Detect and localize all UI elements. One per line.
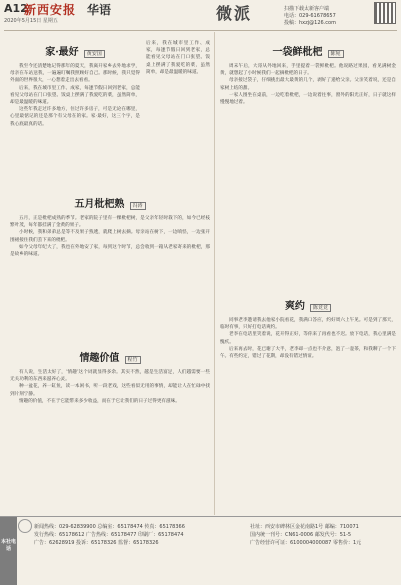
article-title: 五月枇杷熟 [74,199,125,210]
footer-row: 新闻热线：029-62839900 总编室：65178474 传真：65178366 [34,524,185,530]
footer-row: 国内统一刊号：CN61-0006 邮发代号：51-5 [250,532,352,538]
article-paragraph: 一家人围坐在桌前，一边吃着枇杷，一边说着往事，窗外的阳光正好，日子就这样慢慢地过着。 [220,92,396,106]
page-header [0,0,401,40]
article-paragraph: 这些年我走过许多地方，住过许多房子，可是无论在哪里，心里最惦记的还是那个有父母在的家。家·最好，这三个字，是我心底最真的话。 [10,107,140,127]
article-paragraph: 同事老李邀请我去他家小院看花，我满口答应，约好周六上午见。可是到了那天，临时有事，只好打电话爽约。 [220,318,396,331]
article-interest-value [10,346,210,405]
dateline: 2020年5月15日 星期五 [4,18,58,24]
footer-row: 广告经营许可证：6100004000087 零售价：1元 [250,540,362,546]
article-broken-appointment [220,294,396,360]
article-author: 冯涛 [130,202,146,210]
footer-publisher-info [250,523,361,547]
footer-label-box [0,517,17,585]
article-bag-loquat [220,40,396,106]
article-loquat-may [10,192,210,258]
qr-caption-line: 扫描下载太新客户端 [284,6,330,12]
article-title: 爽约 [284,301,305,312]
section-name: 华语 [87,3,112,17]
article-paragraph: 小时候，我和弟弟总是等不及果子熟透，就爬上树去摘。母亲站在树下，一边嗔怪，一边张开围裙接住我们丢下来的枇杷。 [10,230,210,243]
article-paragraph: 情趣的价值，不在于它能带来多少收益，而在于它让我们的日子过得更有滋味。 [19,398,180,404]
article-paragraph: 后来再去时，花已谢了大半，老李却一点也不介意，泡了一壶茶，和我聊了一个下午。有些约定，错过了花期，却没有错过情谊。 [220,346,396,360]
article-home-best [10,40,140,128]
page-footer [0,516,401,585]
article-author: 陈竞竞 [310,304,331,312]
article-paragraph: 有人说，生活太好了，‘情趣’这个词就显得多余。其实不然，越是生活富足，人们越需要一些无关功利的东西来滋养心灵。 [10,370,210,383]
article-paragraph: 如今父母年纪大了，我也在外地安了家，每到这个时节，总会收到一箱从老家寄来的枇杷，那是故乡的味道。 [10,244,210,258]
footer-contacts [34,523,185,547]
header-divider [4,30,397,31]
article-title: 一袋鲜枇杷 [272,47,323,58]
article-author: 黄安国 [84,50,105,58]
newspaper-masthead: 新西安报 [24,3,77,17]
article-home-best-cont [146,40,210,76]
qr-code-icon[interactable] [374,2,396,24]
seal-icon [18,519,32,533]
page-number: A12 [4,2,28,15]
article-title: 情趣价值 [79,353,120,364]
article-paragraph: 后来，我在城市里工作、成家，每逢节假日回到老家，总能看见父母站在门口张望。饭桌上摆满了我爱吃的菜，虽然简单，却是最温暖的味道。 [146,41,210,75]
article-author: 程竹 [125,356,141,364]
article-author: 陈宛 [328,50,344,58]
column-logo: 微派 [216,4,253,23]
article-paragraph: 老李在电话里笑着说，花开得正好，等你来了再看也不迟。放下电话，我心里满是愧疚。 [220,332,396,345]
qr-caption [284,6,336,27]
article-paragraph: 我至今还清楚地记得那年的夏天，我离开家乡去外地求学，母亲在车站送我，一遍遍叮嘱我照顾好自己。那时候，我只觉得外面的世界很大，一心想着走出去看看。 [10,64,140,84]
footer-row: 发行热线：65178612 广告热线：65178477 印刷厂：65178474 [34,532,184,538]
article-paragraph: 后来，我在城市里工作、成家，每逢节假日回到老家，总能看见父母站在门口张望。饭桌上摆满了我爱吃的菜，虽然简单，却是最温暖的味道。 [10,85,140,106]
article-paragraph: 种一盆花，养一缸鱼，读一本闲书，听一段老戏，这些看似无用的事情，却能让人在忙碌中找到片刻宁静。 [10,384,210,397]
article-paragraph: 母亲接过袋子，仔细挑出最大最黄的几个，剥好了递给父亲。父亲笑着说，还是自家树上结的甜。 [220,78,396,91]
column-divider [214,32,215,515]
article-paragraph: 五月，正是枇杷成熟的季节。老家的院子里有一棵枇杷树，是父亲年轻时栽下的，如今已经枝繁叶茂，每年都挂满了金黄的果子。 [10,216,210,229]
qr-caption-line: 投稿：hxzj@126.com [284,20,336,26]
footer-label: 本社电话 [0,539,16,552]
footer-row: 广告：62628919 投诉：65178326 监督：65178326 [34,540,159,546]
article-title: 家·最好 [45,47,79,58]
article-paragraph: 周末午后，大哥从外地回来，手里提着一袋鲜枇杷。他说路过果园，看见满树金黄，就想起了小时候我们一起摘枇杷的日子。 [220,64,396,77]
qr-caption-line: 电话：029-61678657 [284,13,336,19]
footer-row: 社址：西安市碑林区金花南路1号 邮编：710071 [250,524,359,530]
